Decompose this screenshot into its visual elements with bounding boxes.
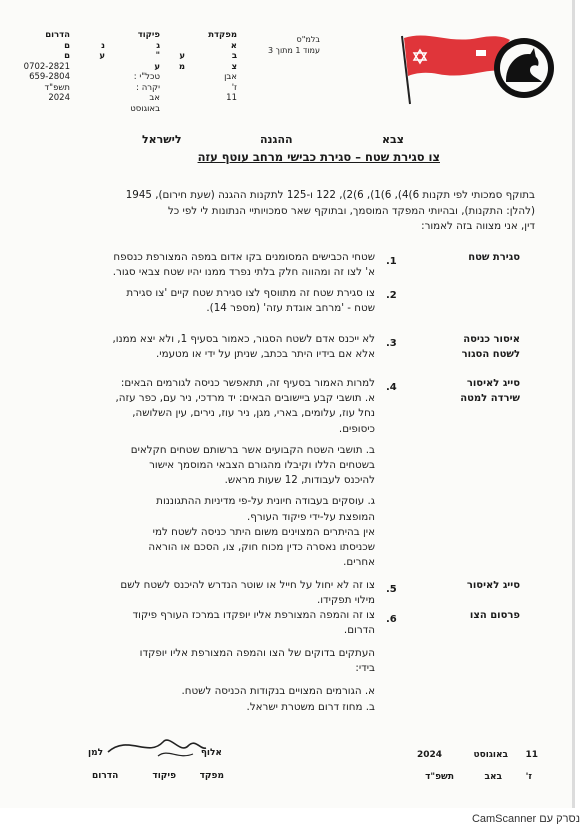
org-line	[142, 133, 442, 147]
header-text: 11	[226, 93, 237, 103]
text-line: אלא אם בידיו היתר בכתב, שניתן על ידי או מטעמי.	[156, 348, 375, 361]
text-line: מילוי תפקידו.	[316, 594, 375, 607]
header-col-command	[10, 30, 70, 104]
preamble-line: דין, אני מצווה בזה לאמור:	[421, 220, 535, 232]
signature-title: מפקד	[199, 771, 224, 781]
header-text: ע	[154, 61, 160, 72]
section-number: .2	[386, 290, 397, 301]
section-number: .3	[386, 338, 397, 349]
signature-name: למן	[88, 748, 104, 758]
header-text: 2024	[48, 93, 70, 103]
header-text: טכל"י :	[133, 72, 160, 82]
text-line: א. תושבי קבע ביישובים הבאים: יד מרדכי, ניר עם, כפר עזה,	[115, 392, 375, 405]
text-line: למרות האמור בסעיף זה, תתאפשר כניסה לגורמים הבאים:	[120, 377, 375, 389]
signature-block	[88, 728, 228, 788]
classification-block	[258, 34, 320, 56]
header-extra-letters-2	[165, 51, 185, 72]
header-text: ם	[64, 51, 70, 61]
header-col-mafked	[177, 30, 237, 104]
header-text: "	[155, 51, 160, 61]
section-label: איסור כניסה לשטח הסגור	[461, 334, 520, 360]
preamble-line: (להלן: התקנות), ובהיותי המפקד המוסמך, ובתוקף שאר סמכויותיי הנתונות לי לפי כל	[167, 204, 535, 217]
page-info: עמוד 1 מתוך 3	[268, 46, 320, 55]
header-text: ם	[64, 40, 70, 51]
section-text	[90, 286, 375, 316]
date-heb-month: באב	[484, 772, 502, 782]
text-line: אחרים.	[343, 556, 375, 569]
text-line: אין בהיתרים המצוינים משום היתר כניסה לשטח למי	[152, 525, 375, 538]
text-line: כיסופים.	[338, 422, 375, 435]
header-text: ע	[99, 51, 105, 61]
org-word-middle: ההגנה	[260, 133, 293, 146]
command-logo	[398, 30, 556, 108]
section-number: .5	[386, 584, 397, 595]
header-text: א	[230, 40, 237, 51]
section-number: .6	[386, 614, 397, 625]
text-line: נחל עוז, עלומים, בארי, מגן, ניר עוז, נירים, עין השלושה,	[132, 407, 375, 420]
text-line: המופצת על-ידי פיקוד העורף.	[246, 510, 375, 523]
text-line: ב. מחוז דרום משטרת ישראל.	[246, 700, 375, 713]
text-line: בידי:	[355, 662, 375, 675]
preamble-line: בתוקף סמכותי לפי תקנות 6)4), 6)1), 6)2), 122 ו-125 לתקנות ההגנה (שעת חירום), 1945	[125, 189, 535, 201]
section-text	[90, 376, 375, 570]
section-text	[90, 250, 375, 280]
signature-title: הדרום	[92, 771, 119, 781]
text-line: צו זה לא יחול על חייל או שוטר הנדרש להיכנס לשטח לשם	[120, 579, 375, 591]
date-block	[400, 750, 550, 790]
header-text: נ	[101, 40, 105, 51]
org-word-right: לישראל	[142, 133, 182, 146]
header-block	[10, 30, 245, 114]
text-line: שטחי הכבישים המסומנים בקו אדום במפה המצורפת כנספח	[113, 251, 375, 263]
text-line: בשטחים הללו וקיבלו מהגורם הצבאי המוסמך אישור	[149, 459, 375, 472]
header-text: מ	[178, 61, 185, 72]
text-line: א' לצו זה ומהווה חלק בלתי נפרד ממנו יהיו שטח צבאי סגור.	[112, 266, 375, 279]
header-text: יקרה :	[136, 82, 160, 93]
document-title: צו סגירת שטח – סגירת כבישי מרחב עוטף עזה	[197, 150, 440, 164]
header-text: ע	[179, 51, 185, 61]
header-text: ג	[156, 40, 160, 51]
signature-rank: אלוף	[200, 748, 222, 758]
section-number: .1	[386, 256, 397, 267]
header-text: ז'	[231, 82, 237, 93]
text-line: א. הגורמים המצויים בנקודות הכניסה לשטח.	[181, 685, 375, 698]
section-label: סייג לאיסור שירדה למטה	[460, 378, 520, 404]
section-text	[90, 332, 375, 362]
text-line: צו זה והמפה המצורפת אליו יופקדו במרכז העורף פיקוד	[132, 609, 375, 621]
header-text: באוגוסט	[130, 103, 160, 114]
date-year: 2024	[416, 750, 442, 760]
header-text: הדרום	[45, 30, 70, 40]
header-text: תשפ"ד	[44, 82, 70, 93]
date-month: באוגוסט	[473, 750, 508, 760]
signature-title: פיקוד	[152, 771, 176, 781]
camscanner-label: נסרק עם CamScanner	[471, 813, 580, 825]
date-heb-year: תשפ"ד	[425, 772, 454, 782]
text-line: העתקים בדוקים של הצו והמפה המצורפת אליו יופקדו	[139, 647, 375, 659]
text-line: צו סגירת שטח זה מתווסף לצו סגירת שטח קיים 'צו סגירת	[126, 287, 375, 299]
header-extra-letters	[85, 41, 105, 62]
header-text: אב	[149, 93, 160, 103]
header-text: פיקוד	[137, 30, 160, 40]
date-heb-day: ז'	[525, 772, 532, 782]
header-text: אבן	[224, 72, 237, 82]
text-line: ג. עוסקים בעבודה חיונית על-פי מדיניות ההתגוננות	[156, 495, 375, 508]
org-word-left: צבא	[382, 133, 404, 146]
date-day: 11	[525, 750, 538, 760]
header-text: ב	[231, 51, 237, 61]
section-text	[90, 608, 375, 638]
text-line: ב. תושבי השטח הקבועים אשר ברשותם שטחים חקלאים	[130, 443, 375, 456]
text-line: להיכנס לעבודות, 12 שעות מראש.	[224, 474, 375, 487]
header-col-pikud	[100, 30, 160, 114]
header-phone: 0702-2821	[23, 61, 70, 72]
text-line: לא ייכנס אדם לשטח הסגור, כאמור בסעיף 1, ולא יצא ממנו,	[112, 333, 375, 345]
header-phone: 659-2804	[29, 72, 70, 82]
section-label: סייג לאיסור	[466, 580, 520, 591]
section-number: .4	[386, 382, 397, 393]
header-text: צ	[231, 61, 237, 72]
closing-text	[90, 646, 375, 715]
text-line: הדרום.	[343, 624, 375, 637]
header-text: מפקדת	[208, 30, 237, 40]
classification-label: בלמ"ס	[296, 35, 320, 44]
section-label: פרסום הצו	[469, 610, 520, 621]
section-text	[90, 578, 375, 608]
text-line: שכניסתו נאסרה כדין מכוח חוק, צו, הסכם או הוראה	[148, 541, 375, 554]
preamble	[40, 188, 535, 235]
text-line: שטח - 'מרחב אוגדת עזה' (מספר 14).	[206, 302, 375, 315]
section-label: סגירת שטח	[468, 252, 520, 263]
flag-emblem-logo	[398, 30, 556, 108]
